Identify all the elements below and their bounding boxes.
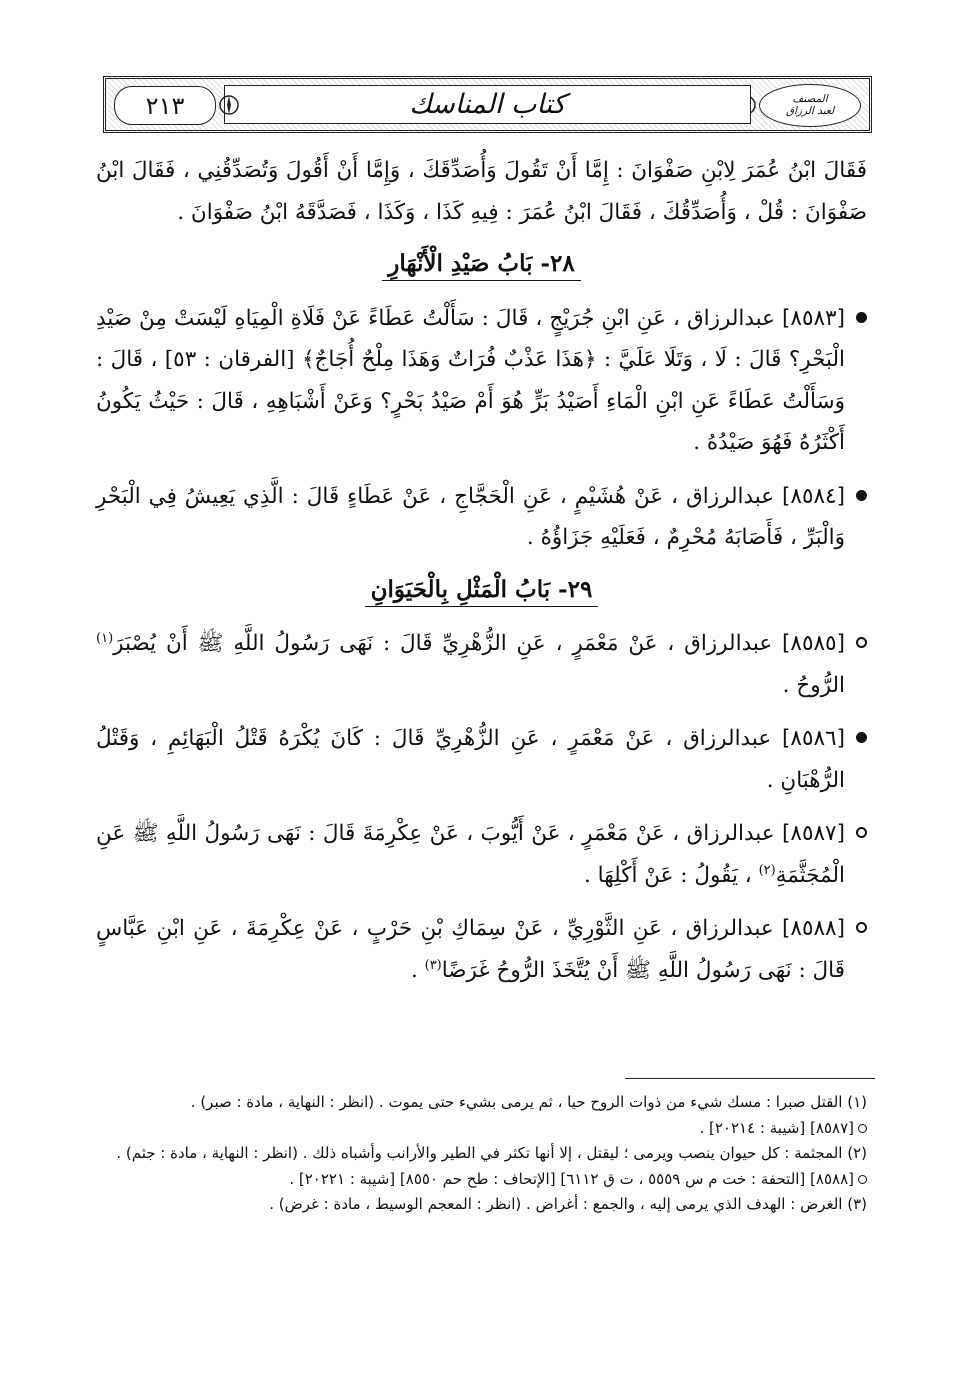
hadith-number: [٨٥٨٥] xyxy=(782,631,845,656)
filled-bullet-icon xyxy=(856,490,867,501)
hadith-text-continued: ، يَقُولُ : عَنْ أَكْلِهَا . xyxy=(583,862,759,888)
hollow-bullet-icon xyxy=(856,922,867,933)
hollow-bullet-icon xyxy=(856,827,867,838)
hadith-number: [٨٥٨٣] xyxy=(782,305,845,331)
hadith-entry xyxy=(96,476,867,559)
hadith-entry xyxy=(96,298,867,464)
footnote: (٢) المجثمة : كل حيوان ينصب ويرمى ؛ ليقتل ، إلا أنها تكثر في الطير والأرانب وأشباه ذلك . (انظر : النهاية ، مادة : جثم) . xyxy=(116,1144,867,1162)
hollow-bullet-icon xyxy=(858,1124,867,1133)
hadith-text: عبدالرزاق ، عَنْ مَعْمَرٍ ، عَنِ الزُّهْرِيِّ قَالَ : كَانَ يُكْرَهُ قَتْلُ الْبَهَائِمِ ، وَقَتْلُ الرُّهْبَانِ . xyxy=(96,726,845,793)
footnote-separator xyxy=(625,1078,875,1079)
emblem-line-1: المصنف xyxy=(792,93,828,106)
hadith-text-continued: الرُّوحُ . xyxy=(782,672,845,698)
hadith-text: عبدالرزاق ، عَنِ الثَّوْرِيِّ ، عَنْ سِمَاكِ بْنِ حَرْبٍ ، عَنْ عِكْرِمَةَ ، عَنِ ابْنِ عَبَّاسٍ قَالَ : نَهَى رَسُولُ اللَّهِ ﷺ أَنْ يُتَّخَذَ الرُّوحُ غَرَضًا xyxy=(96,916,845,983)
hadith-number: [٨٥٨٦] xyxy=(782,726,845,751)
footnote-ref[interactable]: (٣) xyxy=(424,957,442,973)
book-emblem xyxy=(759,84,861,127)
ornamental-header xyxy=(103,76,872,133)
hadith-text: عبدالرزاق ، عَنْ هُشَيْمٍ ، عَنِ الْحَجَّاجِ ، عَنْ عَطَاءٍ قَالَ : الَّذِي يَعِيشُ فِي الْبَحْرِ وَالْبَرِّ ، فَأَصَابَهُ مُحْرِمٌ ، فَعَلَيْهِ جَزَاؤُهُ . xyxy=(96,483,845,550)
footnote-ref[interactable]: (٢) xyxy=(758,862,776,878)
hadith-text: عبدالرزاق ، عَنِ ابْنِ جُرَيْجٍ ، قَالَ : سَأَلْتُ عَطَاءً عَنْ فَلَاةِ الْمِيَاهِ لَيْسَتْ مِنْ صَيْدِ الْبَحْرِ؟ قَالَ : لَا ، وَتَلَا عَلَيَّ : ﴿هَذَا عَذْبٌ فُرَاتٌ وَهَذَا مِلْحٌ أُجَاجٌ﴾ [الفرقان : ٥٣] ، قَالَ : وَسَأَلْتُ عَطَاءً عَنِ ابْنِ الْمَاءِ أَصَيْدُ بَرٍّ هُوَ أَمْ صَيْدُ بَحْرٍ؟ وَعَنْ أَشْبَاهِهِ ، قَالَ : حَيْثُ يَكُونُ أَكْثَرُهُ فَهُوَ صَيْدُهُ . xyxy=(96,305,845,455)
hadith-entry xyxy=(96,623,867,706)
hollow-bullet-icon xyxy=(858,1175,867,1184)
hadith-text: عبدالرزاق ، عَنْ مَعْمَرٍ ، عَنْ أَيُّوبَ ، عَنْ عِكْرِمَةَ قَالَ : نَهَى رَسُولُ اللَّهِ ﷺ عَنِ الْمُجَثَّمَةِ xyxy=(96,821,845,888)
hadith-entry xyxy=(96,908,867,991)
source-reference xyxy=(96,1167,867,1193)
hadith-number: [٨٥٨٧] xyxy=(782,821,845,846)
hadith-entry xyxy=(96,813,867,896)
book-title: كتاب المناسك xyxy=(409,89,566,120)
footnote: (١) القتل صبرا : مسك شيء من ذوات الروح حيا ، ثم يرمى بشيء حتى يموت . (انظر : النهاية ، مادة : صبر) . xyxy=(190,1093,867,1111)
hadith-text: عبدالرزاق ، عَنْ مَعْمَرٍ ، عَنِ الزُّهْرِيِّ قَالَ : نَهَى رَسُولُ اللَّهِ ﷺ أَنْ يُصْبَرَ xyxy=(113,631,773,656)
ornament-medallion-icon xyxy=(218,94,240,116)
chapter-heading xyxy=(96,243,867,285)
source-reference xyxy=(96,1116,867,1142)
hadith-number: [٨٥٨٨] xyxy=(782,916,845,941)
hadith-number: [٨٥٨٤] xyxy=(782,483,845,509)
chapter-title: ٢٨- بَابُ صَيْدِ الْأَنْهَارِ xyxy=(382,248,581,281)
emblem-line-2: لعبد الرزاق xyxy=(785,104,835,117)
page-number: ٢١٣ xyxy=(145,91,185,120)
filled-bullet-icon xyxy=(856,312,867,323)
header-title-panel xyxy=(224,85,751,124)
hollow-bullet-icon xyxy=(856,637,867,648)
filled-bullet-icon xyxy=(856,732,867,743)
reference-text: [٨٥٨٨] [التحفة : خت م س ٥٥٥٩ ، ت ق ٦١١٢] [الإتحاف : طح حم ٨٥٥٠] [شيبة : ٢٠٢٢١] . xyxy=(289,1169,854,1188)
footnote: (٣) الغرض : الهدف الذي يرمى إليه ، والجمع : أغراض . (انظر : المعجم الوسيط ، مادة : غرض) . xyxy=(269,1195,867,1213)
footnotes-section xyxy=(96,1090,867,1218)
page-body xyxy=(96,150,867,991)
intro-paragraph: فَقَالَ ابْنُ عُمَرَ لِابْنِ صَفْوَانَ : إِمَّا أَنْ تَقُولَ وَأُصَدِّقَكَ ، وَإِمَّا أَنْ أَقُولَ وَتُصَدِّقُنِي ، فَقَالَ ابْنُ صَفْوَانَ : قُلْ ، وَأُصَدِّقُكَ ، فَقَالَ ابْنُ عُمَرَ : فِيهِ كَذَا ، وَكَذَا ، فَصَدَّقَهُ ابْنُ صَفْوَانَ . xyxy=(96,158,867,225)
page-number-badge xyxy=(114,86,216,125)
hadith-entry xyxy=(96,718,867,801)
chapter-heading xyxy=(96,569,867,611)
chapter-title: ٢٩- بَابُ الْمَثْلِ بِالْحَيَوَانِ xyxy=(365,574,599,607)
hadith-text-continued: . xyxy=(410,957,425,983)
footnote-ref[interactable]: (١) xyxy=(96,630,114,646)
reference-text: [٨٥٨٧] [شيبة : ٢٠٢١٤] . xyxy=(699,1118,854,1137)
